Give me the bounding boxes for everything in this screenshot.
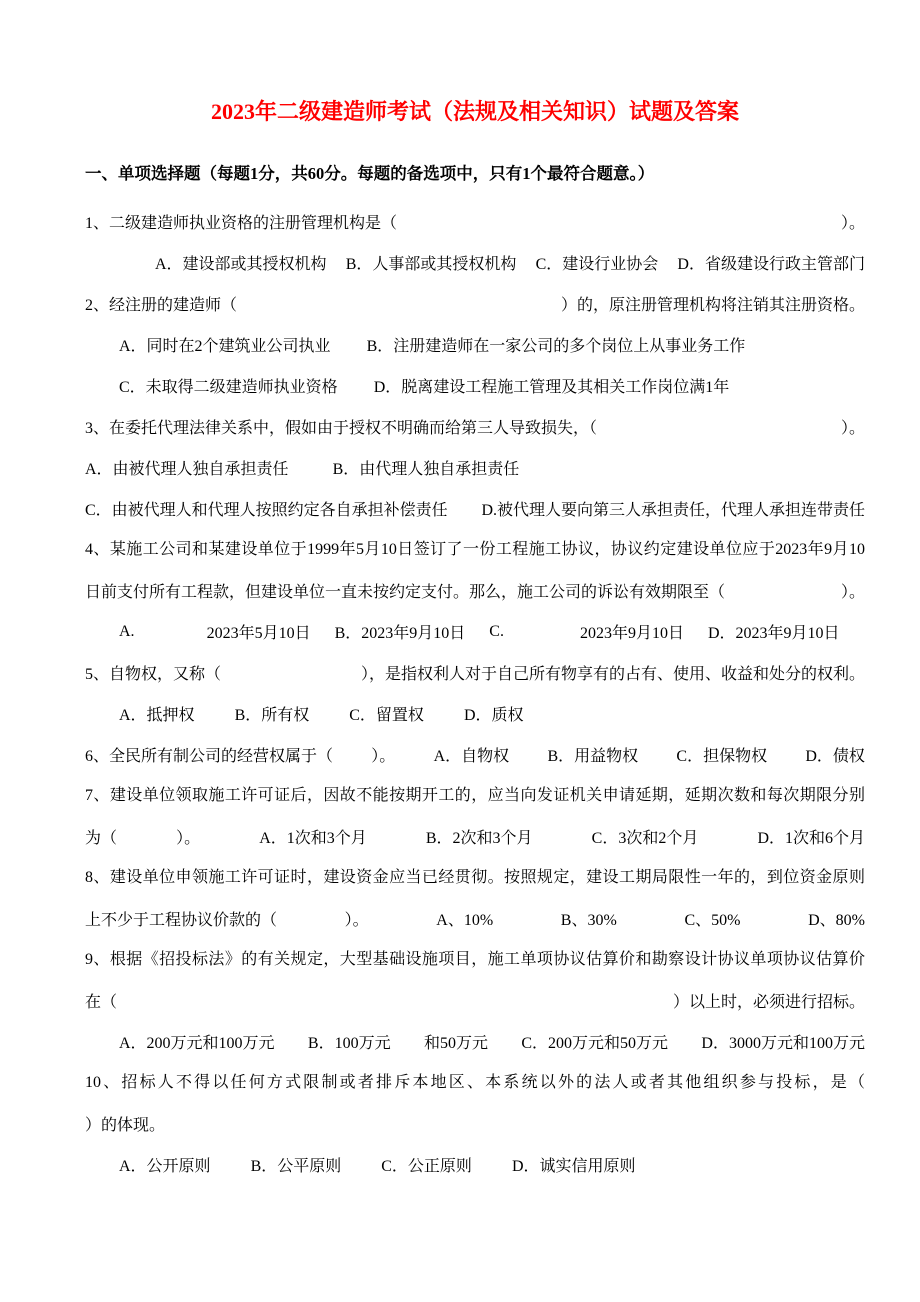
question-10-option-c: C．公正原则	[381, 1158, 472, 1175]
question-2-options-cd	[85, 365, 865, 406]
question-1-stem-open: 1、二级建造师执业资格的注册管理机构是（	[85, 215, 398, 232]
question-10-stem-close: ）的体现。	[85, 1117, 166, 1134]
gap-spacer	[311, 631, 335, 632]
document-content	[85, 97, 865, 1185]
question-10-option-d: D．诚实信用原则	[511, 1158, 636, 1175]
question-2-stem-close: ）的，原注册管理机构将注销其注册资格。	[560, 297, 865, 314]
question-8-option-a: A、10%	[436, 912, 494, 929]
question-7-stem-line2-and-options	[85, 816, 865, 857]
question-4-stem-line1: 4、某施工公司和某建设单位于1999年5月10日签订了一份工程施工协议，协议约定建设单位应于2023年9月10	[85, 541, 865, 558]
question-8-stem-close: ）。	[344, 912, 369, 929]
question-9-stem-line1: 9、根据《招投标法》的有关规定，大型基础设施项目，施工单项协议估算价和勘察设计协议单项协议估算价	[85, 951, 865, 968]
question-5-stem	[85, 652, 865, 693]
question-7-stem-line1: 7、建设单位领取施工许可证后，因故不能按期开工的，应当向发证机关申请延期，延期次数和每次期限分别	[85, 787, 865, 804]
question-7-option-b: B．2次和3个月	[425, 830, 533, 847]
question-5-options	[85, 693, 865, 734]
question-3-options-ab	[85, 447, 865, 488]
question-6-stem-and-options	[85, 734, 865, 775]
question-10-stem-line1: 10、招标人不得以任何方式限制或者排斥本地区、本系统以外的法人或者其他组织参与投标，是（	[85, 1074, 865, 1091]
question-3-stem-close: ）。	[840, 420, 865, 437]
question-9-stem-close: ）以上时，必须进行招标。	[672, 994, 865, 1011]
question-7-option-c: C．3次和2个月	[591, 830, 699, 847]
question-2-option-a: A．同时在2个建筑业公司执业	[119, 338, 331, 355]
question-7-stem-open: 为（	[85, 830, 118, 847]
question-10-option-b: B．公平原则	[250, 1158, 342, 1175]
question-6-stem-open: 6、全民所有制公司的经营权属于（	[85, 748, 334, 765]
question-4-stem-open: 日前支付所有工程款，但建设单位一直未按约定支付。那么，施工公司的诉讼有效期限至（	[85, 584, 726, 601]
question-3-stem	[85, 406, 865, 447]
question-5-option-a: A．抵押权	[119, 707, 195, 724]
question-10-option-a: A．公开原则	[119, 1158, 211, 1175]
question-10-options	[85, 1144, 865, 1185]
gap-spacer	[684, 631, 708, 632]
question-2-option-d: D．脱离建设工程施工管理及其相关工作岗位满1年	[373, 379, 730, 396]
question-4-option-a-label: A.	[119, 622, 135, 640]
question-8-stem-line2-and-options	[85, 898, 865, 939]
question-3-option-a: A．由被代理人独自承担责任	[85, 461, 289, 478]
gap-spacer	[135, 631, 207, 632]
question-3-option-c: C．由被代理人和代理人按照约定各自承担补偿责任	[85, 502, 448, 519]
question-9-stem-line2	[85, 980, 865, 1021]
question-7-option-a: A．1次和3个月	[259, 830, 367, 847]
question-1-option-b: B．人事部或其授权机构	[345, 256, 517, 273]
question-1-stem-close: ）。	[840, 215, 865, 232]
question-6-option-d: D．债权	[805, 748, 865, 765]
question-4-option-c-label: C.	[489, 622, 504, 640]
question-2-options-ab	[85, 324, 865, 365]
questions	[85, 201, 865, 1185]
question-1-option-d: D．省级建设行政主管部门	[677, 256, 865, 273]
document-title: 2023年二级建造师考试（法规及相关知识）试题及答案	[210, 99, 739, 124]
question-4-stem-line2	[85, 570, 865, 611]
question-10-stem-line2	[85, 1103, 865, 1144]
question-9-option-b-part1: B．100万元	[307, 1035, 391, 1052]
question-1-option-a: A．建设部或其授权机构	[155, 256, 327, 273]
question-5-stem-close: ），是指权利人对于自己所有物享有的占有、使用、收益和处分的权利。	[360, 666, 865, 683]
question-6-option-c: C．担保物权	[676, 748, 768, 765]
question-3-option-b: B．由代理人独自承担责任	[332, 461, 520, 478]
question-5-option-b: B．所有权	[234, 707, 310, 724]
question-8-stem-open: 上不少于工程协议价款的（	[85, 912, 278, 929]
question-6-stem-close: ）。	[371, 748, 396, 765]
question-8-option-d: D、80%	[808, 912, 865, 929]
question-2-option-c: C．未取得二级建造师执业资格	[119, 379, 338, 396]
question-7-option-d: D．1次和6个月	[757, 830, 865, 847]
question-1-options	[85, 242, 865, 283]
question-8-option-c: C、50%	[684, 912, 741, 929]
question-4-option-d: D．2023年9月10日	[707, 625, 840, 642]
question-2-stem-open: 2、经注册的建造师（	[85, 297, 238, 314]
question-9-option-b-part2: 和50万元	[423, 1035, 488, 1052]
question-1-stem	[85, 201, 865, 242]
question-9-option-a: A．200万元和100万元	[119, 1035, 275, 1052]
question-9-stem-open: 在（	[85, 994, 118, 1011]
question-2-option-b: B．注册建造师在一家公司的多个岗位上从事业务工作	[366, 338, 746, 355]
question-5-stem-open: 5、自物权，又称（	[85, 666, 222, 683]
question-4-option-c-value: 2023年9月10日	[579, 625, 684, 642]
question-9-options	[85, 1021, 865, 1062]
question-9-option-c: C．200万元和50万元	[521, 1035, 669, 1052]
question-4-stem-close: ）。	[840, 584, 865, 601]
question-8-option-b: B、30%	[560, 912, 617, 929]
question-8-stem-line1: 8、建设单位申领施工许可证时，建设资金应当已经贯彻。按照规定，建设工期局限性一年的，到位资金原则	[85, 869, 865, 886]
question-3-stem-open: 3、在委托代理法律关系中，假如由于授权不明确而给第三人导致损失，（	[85, 420, 598, 437]
question-3-options-cd	[85, 488, 865, 529]
question-5-option-d: D．质权	[463, 707, 524, 724]
question-6-option-b: B．用益物权	[547, 748, 639, 765]
question-5-option-c: C．留置权	[349, 707, 424, 724]
question-6-option-a: A．自物权	[433, 748, 510, 765]
question-3-option-d: D.被代理人要向第三人承担责任，代理人承担连带责任	[481, 502, 865, 519]
question-2-stem	[85, 283, 865, 324]
question-4-option-b: B．2023年9月10日	[334, 625, 466, 642]
gap-spacer	[504, 631, 580, 632]
question-4-option-a-value: 2023年5月10日	[206, 625, 311, 642]
question-7-stem-close: ）。	[176, 830, 201, 847]
question-9-option-d: D．3000万元和100万元	[701, 1035, 865, 1052]
section-heading: 一、单项选择题（每题1分，共60分。每题的备选项中，只有1个最符合题意。）	[85, 164, 655, 183]
question-1-option-c: C．建设行业协会	[535, 256, 659, 273]
gap-spacer	[465, 631, 489, 632]
question-4-options	[85, 611, 865, 652]
